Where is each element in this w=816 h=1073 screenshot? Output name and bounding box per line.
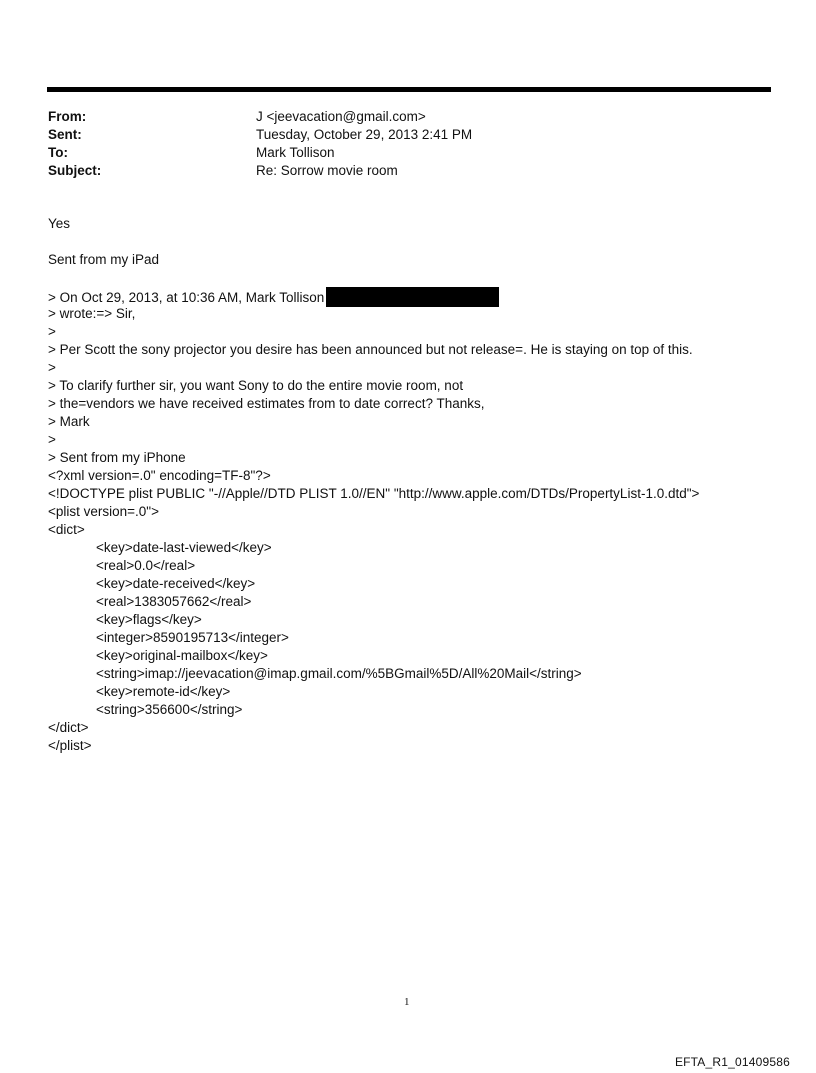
plist-entry: <real>1383057662</real> bbox=[96, 594, 252, 609]
from-value: J <jeevacation@gmail.com> bbox=[256, 109, 426, 124]
page-number: 1 bbox=[404, 996, 410, 1008]
subject-row bbox=[48, 162, 748, 180]
quote-line: > bbox=[48, 432, 56, 447]
plist-entry: <key>flags</key> bbox=[96, 612, 202, 627]
from-label: From: bbox=[48, 109, 87, 124]
from-row bbox=[48, 108, 748, 126]
spacer bbox=[48, 269, 748, 287]
email-header bbox=[48, 108, 748, 180]
redaction-box bbox=[326, 287, 499, 307]
quote-line: > bbox=[48, 360, 56, 375]
quote-line: > To clarify further sir, you want Sony to do the entire movie room, not bbox=[48, 378, 464, 393]
bates-number: EFTA_R1_01409586 bbox=[674, 1055, 790, 1069]
plist-entry: <string>356600</string> bbox=[96, 702, 243, 717]
subject-value: Re: Sorrow movie room bbox=[256, 163, 398, 178]
dict-open-tag: <dict> bbox=[48, 522, 85, 537]
quote-line: > wrote:=> Sir, bbox=[48, 306, 136, 321]
plist-open-tag: <plist version=.0"> bbox=[48, 504, 159, 519]
quote-line bbox=[48, 287, 748, 305]
plist-entry: <key>date-received</key> bbox=[96, 576, 256, 591]
plist-entry: <key>original-mailbox</key> bbox=[96, 648, 268, 663]
email-body bbox=[48, 215, 748, 755]
quote-line: > Per Scott the sony projector you desire has been announced but not release=. He is staying on top of this. bbox=[48, 342, 693, 357]
plist-entry: <integer>8590195713</integer> bbox=[96, 630, 289, 645]
spacer bbox=[48, 233, 748, 251]
dict-close-tag: </dict> bbox=[48, 720, 89, 735]
plist-entry: <real>0.0</real> bbox=[96, 558, 196, 573]
plist-entry: <string>imap://jeevacation@imap.gmail.com/%5BGmail%5D/All%20Mail</string> bbox=[96, 666, 582, 681]
to-row bbox=[48, 144, 748, 162]
sent-value: Tuesday, October 29, 2013 2:41 PM bbox=[256, 127, 473, 142]
plist-entry: <key>date-last-viewed</key> bbox=[96, 540, 272, 555]
sent-label: Sent: bbox=[48, 127, 82, 142]
quote-line: > the=vendors we have received estimates from to date correct? Thanks, bbox=[48, 396, 485, 411]
quote-line: > Mark bbox=[48, 414, 90, 429]
plist-xml-declaration: <?xml version=.0" encoding=TF-8"?> bbox=[48, 468, 271, 483]
plist-doctype: <!DOCTYPE plist PUBLIC "-//Apple//DTD PLIST 1.0//EN" "http://www.apple.com/DTDs/PropertyList-1.0.dtd"> bbox=[48, 486, 700, 501]
signature-text: Sent from my iPad bbox=[48, 252, 160, 267]
to-value: Mark Tollison bbox=[256, 145, 335, 160]
quote-line-text: > On Oct 29, 2013, at 10:36 AM, Mark Tollison bbox=[48, 290, 325, 305]
header-rule bbox=[47, 87, 771, 92]
subject-label: Subject: bbox=[48, 163, 102, 178]
sent-row bbox=[48, 126, 748, 144]
quote-line: > Sent from my iPhone bbox=[48, 450, 186, 465]
to-label: To: bbox=[48, 145, 68, 160]
plist-entry: <key>remote-id</key> bbox=[96, 684, 231, 699]
quote-line: > bbox=[48, 324, 56, 339]
plist-close-tag: </plist> bbox=[48, 738, 92, 753]
reply-text: Yes bbox=[48, 216, 71, 231]
